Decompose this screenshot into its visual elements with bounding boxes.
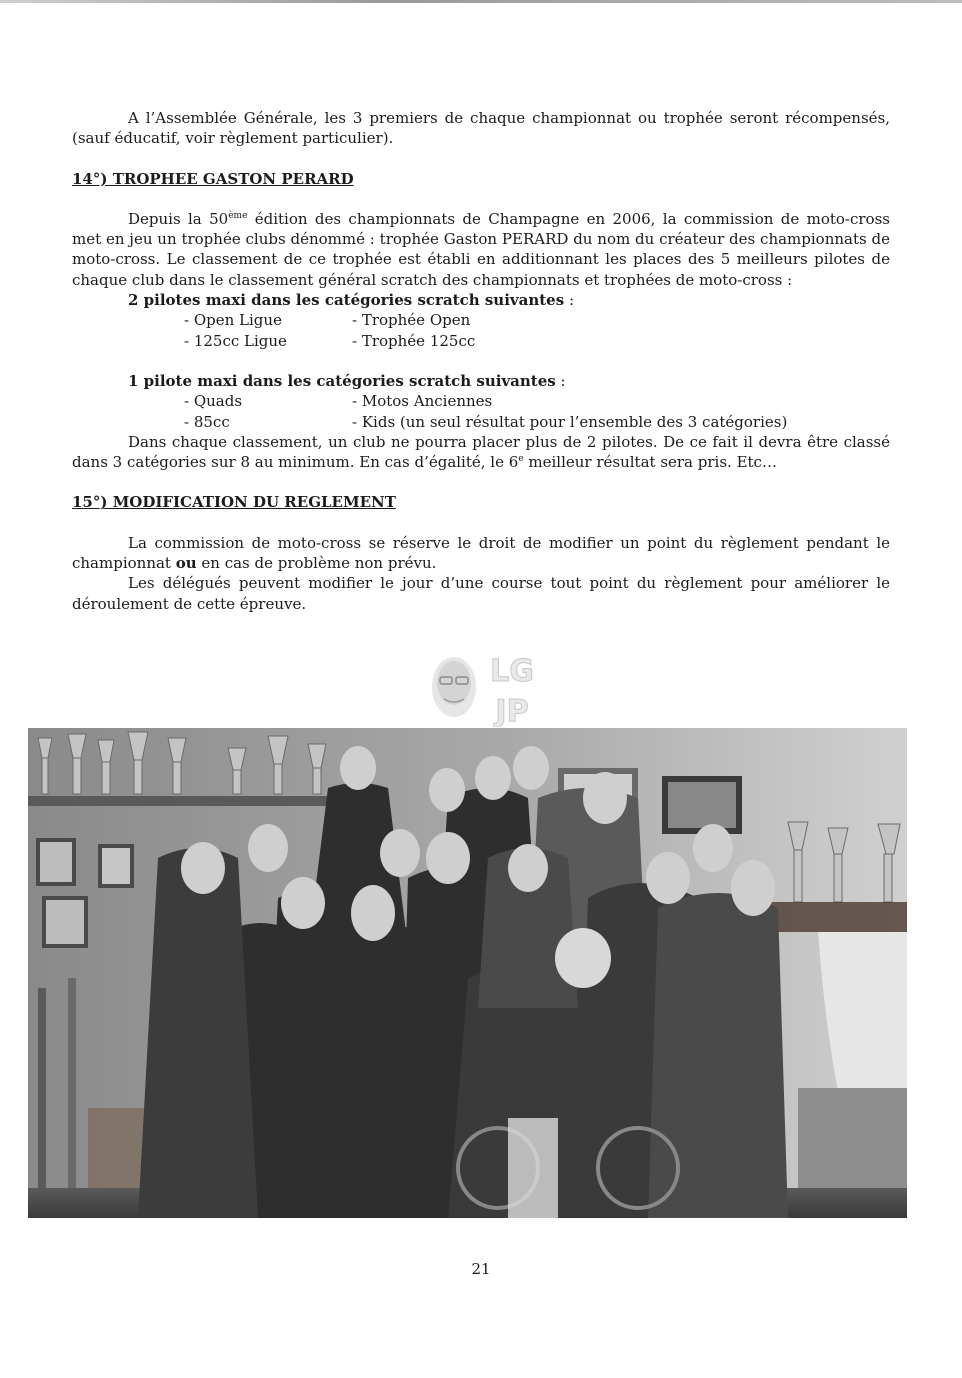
category-row: - Open Ligue - Trophée Open xyxy=(184,311,471,330)
svg-text:LG: LG xyxy=(490,654,534,689)
section-15-heading: 15°) MODIFICATION DU REGLEMENT xyxy=(72,493,396,512)
section-14-paragraph: Depuis la 50ème édition des championnats de Champagne en 2006, la commission de moto-cross met en jeu un trophée clubs dénommé : trophée Gaston PERARD du nom du créateur des championnats de moto-cross. Le classement de ce trophée est établi en additionnant les places des 5 meilleurs pilotes de chaque club dans le classement général scratch des championnats et trophées de moto-cross : xyxy=(72,209,890,289)
intro-paragraph: A l’Assemblée Générale, les 3 premiers de chaque championnat ou trophée seront récompensés, (sauf éducatif, voir règlement particulier). xyxy=(72,109,890,148)
section-15-paragraph-1: La commission de moto-cross se réserve le droit de modifier un point du règlement pendant le championnat ou en cas de problème non prévu. xyxy=(72,533,890,573)
svg-text:JP: JP xyxy=(495,694,529,727)
category-row: - 125cc Ligue - Trophée 125cc xyxy=(184,331,476,350)
page-number: 21 xyxy=(471,1260,491,1278)
group-1-title: 2 pilotes maxi dans les catégories scratch suivantes : xyxy=(128,291,574,310)
page-top-edge xyxy=(0,0,962,3)
section-14-closing-paragraph: Dans chaque classement, un club ne pourra placer plus de 2 pilotes. De ce fait il devra être classé dans 3 catégories sur 8 au minimum. En cas d’égalité, le 6e meilleur résultat sera pris. Etc… xyxy=(72,432,890,472)
section-14-heading: 14°) TROPHEE GASTON PERARD xyxy=(72,169,354,188)
category-row: - Quads - Motos Anciennes xyxy=(184,392,493,411)
category-row: - 85cc - Kids (un seul résultat pour l’ensemble des 3 catégories) xyxy=(184,412,788,431)
group-2-title: 1 pilote maxi dans les catégories scratch suivantes : xyxy=(128,371,566,390)
watermark-logo xyxy=(420,643,546,727)
section-15-paragraph-2: Les délégués peuvent modifier le jour d’une course tout point du règlement pour améliorer le déroulement de cette épreuve. xyxy=(72,574,890,613)
group-photo xyxy=(28,728,907,1218)
document-body xyxy=(72,108,890,614)
